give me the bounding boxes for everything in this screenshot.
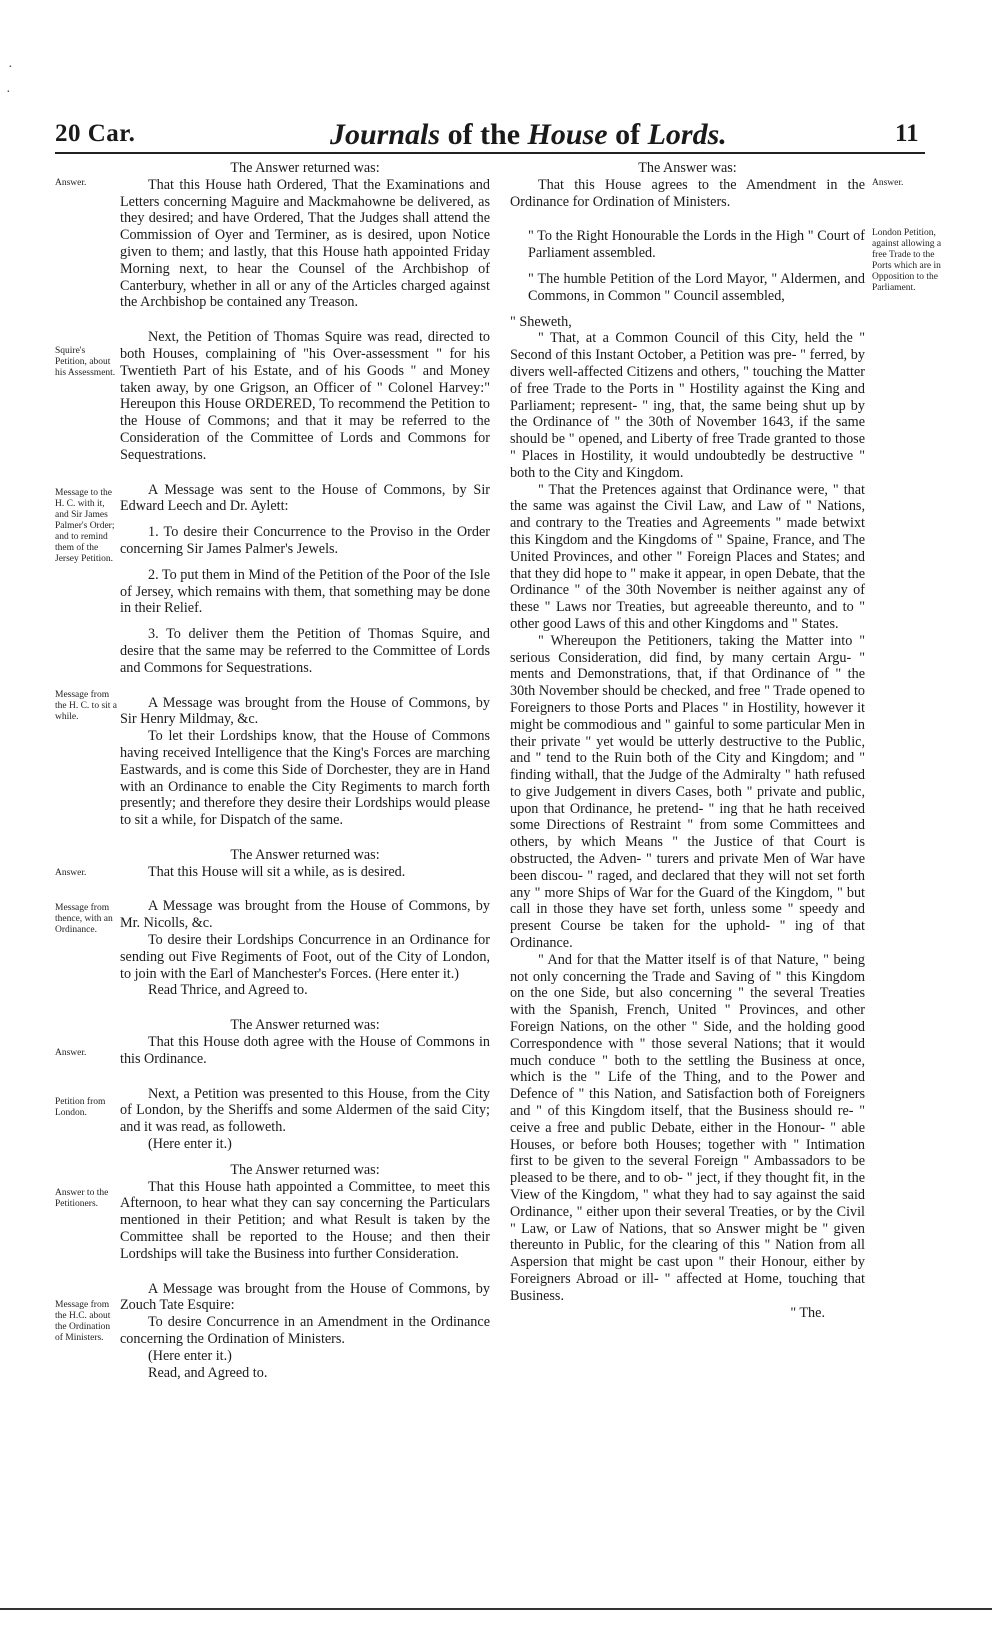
- paragraph: " And for that the Matter itself is of that Nature, " being not only concerning the Trade and Saving of " this Kingdom on the one Side, but also concerning " the several Treaties with the Spanish, French, United " Provinces, and other Foreign Nations, on the other " Side, and the holding good Correspondence with " those several Nations; that it would much conduce " both to the settling the Business at once, which is the " Life of the Thing, and to the Power and Defence of " this Nation, and Satisfaction both of Foreigners and " of this Kingdom itself, that the Business should re- " ceive a free and public Debate, either in the Honour- " able Houses, or before both Houses; together with " Intimation first to be given to the several Foreign " Ambassadors to be pleased to be there, and to ob- " ject, if they thought fit, in the View of the Kingdom, " what they had to say against the said Ordinance, " either upon their several Treaties, or by the Civil " Law, or Law of Nations, that so Answer might be " given thereunto in Public, for the clearing of this " Nation from all Aspersion that might be cast upon " their Honour, either by Foreigners Abroad or ill- " affected at Home, touching that Business.: [510, 951, 865, 1304]
- paragraph: " Whereupon the Petitioners, taking the Matter into " serious Consideration, did find, by many certain Argu- " ments and Demonstrations, that, if that Ordinance of " the 30th November should be checked, and free " Trade opened to Foreigners to those Ports and Places " in Hostility, however it might be commodious and " gainful to some particular Men in their private " yet would be utterly destructive to the Public, and " tend to the Ruin both of the City and Kingdom; and " finding withall, that the Judge of the Admiralty " hath refused to give Judgement in divers Cases, both " private and public, upon that Ordinance, he pretend- " ing that he hath received some Directions of Restraint " from some Committees and others, by which Means " the Justice of that Court is obstructed, the Adven- " turers and private Men of War have been discou- " raged, and declared that they will not set forth any " more Ships of War for the Guard of the Kingdom, " but call in those they have set forth, unless some " speedy and present Course be taken for the uphold- " ing of that Ordinance.: [510, 632, 865, 952]
- title-part: of the: [440, 118, 528, 151]
- paragraph: " The.: [790, 1304, 825, 1321]
- paragraph: That this House agrees to the Amendment in the Ordinance for Ordination of Ministers.: [510, 176, 865, 210]
- paragraph-gap: [120, 1068, 490, 1086]
- paragraph-gap: [510, 305, 865, 314]
- paragraph: To let their Lordships know, that the House of Commons having received Intelligence that the King's Forces are marching Eastwards, and is come this Side of Dorchester, they are in Hand with an Ordinance to enable the City Regiments to march forth presently; and therefore they desire their Lordships would please to sit a while, for Dispatch of the same.: [120, 728, 490, 829]
- paragraph: 3. To deliver them the Petition of Thomas Squire, and desire that the same may be referred to the Committee of Lords and Commons for Sequestrations.: [120, 626, 490, 676]
- paragraph: To desire their Lordships Concurrence in an Ordinance for sending out Five Regiments of Foot, out of the City of London, to join with the Earl of Manchester's Forces. (Here enter it.): [120, 932, 490, 982]
- paragraph: A Message was brought from the House of Commons, by Mr. Nicolls, &c.: [120, 898, 490, 932]
- margin-note: Message from the H. C. to sit a while.: [55, 690, 118, 722]
- paragraph-gap: [120, 515, 490, 524]
- right-column: [510, 160, 865, 1321]
- paragraph-gap: [120, 999, 490, 1017]
- paragraph: A Message was sent to the House of Commons, by Sir Edward Leech and Dr. Aylett:: [120, 481, 490, 515]
- paragraph: That this House hath appointed a Committee, to meet this Afternoon, to hear what they can say concerning the Particulars mentioned in their Petition; and what Result is taken by the Committee shall be reported to the House; and then their Lordships will take the Business into further Consideration.: [120, 1178, 490, 1262]
- paragraph-gap: [120, 558, 490, 567]
- running-head-regnal-year: 20 Car.: [55, 120, 136, 147]
- margin-note: Message from thence, with an Ordinance.: [55, 903, 113, 935]
- paragraph: " The humble Petition of the Lord Mayor, " Aldermen, and Commons, in Common " Council assembled,: [528, 270, 865, 304]
- paragraph: A Message was brought from the House of Commons, by Sir Henry Mildmay, &c.: [120, 694, 490, 728]
- paragraph-gap: [120, 880, 490, 898]
- paragraph: Read Thrice, and Agreed to.: [148, 982, 308, 999]
- paragraph: " Sheweth,: [510, 313, 572, 330]
- paragraph: " That, at a Common Council of this City, held the " Second of this Instant October, a Petition was pre- " ferred, by divers well-affected Citizens and others, " touching the Matter of free Trade to the Ports in " Hostility against the King and Parliament; represent- " ing, that, the same being shut up by the Ordinance of " the 30th of November 1643, if the same should be " opened, and Liberty of free Trade granted to those " Places in Hostility, it would undoubtedly be destructive " both to the City and Kingdom.: [510, 330, 865, 481]
- title-part: Lords.: [647, 118, 727, 151]
- margin-note: Squire's Petition, about his Assessment.: [55, 346, 116, 378]
- paragraph: Read, and Agreed to.: [148, 1364, 268, 1381]
- paragraph-gap: [120, 311, 490, 329]
- paragraph: The Answer returned was:: [230, 1161, 380, 1178]
- margin-note: Message to the H. C. with it, and Sir James Palmer's Order; and to remind them of the Jersey Petition.: [55, 488, 115, 564]
- margin-note: Answer.: [55, 868, 87, 878]
- paragraph: (Here enter it.): [148, 1136, 232, 1153]
- paragraph-gap: [510, 262, 865, 271]
- margin-note: London Petition, against allowing a free Trade to the Ports which are in Opposition to the Parliament.: [872, 228, 942, 293]
- paragraph: 1. To desire their Concurrence to the Proviso in the Order concerning Sir James Palmer's Jewels.: [120, 524, 490, 557]
- paragraph: The Answer returned was:: [230, 846, 380, 863]
- margin-note: Message from the H.C. about the Ordination of Ministers.: [55, 1300, 111, 1343]
- title-part: of: [607, 118, 648, 151]
- paragraph: (Here enter it.): [148, 1347, 232, 1364]
- paragraph: A Message was brought from the House of Commons, by Zouch Tate Esquire:: [120, 1280, 490, 1314]
- margin-note: Answer.: [872, 178, 904, 188]
- paragraph: Next, a Petition was presented to this House, from the City of London, by the Sheriffs and some Aldermen of the said City; and it was read, as followeth.: [120, 1085, 490, 1136]
- paragraph: To desire Concurrence in an Amendment in the Ordinance concerning the Ordination of Ministers.: [120, 1314, 490, 1348]
- title-part: House: [527, 118, 608, 151]
- paragraph: That this House will sit a while, as is desired.: [148, 863, 406, 880]
- paragraph: " To the Right Honourable the Lords in the High " Court of Parliament assembled.: [528, 228, 865, 262]
- print-speck: ·: [6, 85, 11, 100]
- page-number: 11: [895, 120, 919, 147]
- paragraph: Next, the Petition of Thomas Squire was read, directed to both Houses, complaining of "his Over-assessment " for his Twentieth Part of his Estate, and of his Goods " and Money taken away, by one Grigson, an Officer of " Colonel Harvey:" Hereupon this House ORDERED, To recommend the Petition to the House of Commons; and that it may be referred to the Consideration of the Committee of Lords and Commons for Sequestrations.: [120, 329, 490, 463]
- left-column: [120, 160, 490, 1381]
- paragraph-gap: [120, 677, 490, 695]
- paragraph: 2. To put them in Mind of the Petition of the Poor of the Isle of Jersey, which remains with them, that something may be done in their Relief.: [120, 566, 490, 617]
- paragraph-gap: [120, 464, 490, 482]
- paragraph: The Answer was:: [638, 160, 737, 176]
- bottom-rule: [0, 1608, 992, 1610]
- paragraph: That this House hath Ordered, That the Examinations and Letters concerning Maguire and Mackmahowne be delivered, as they desired; and have Ordered, That the Judges shall attend the Commission of Oyer and Terminer, as is desired, upon Notice given to them; and lastly, that this House hath appointed Friday Morning next, to hear the Counsel of the Archbishop of Canterbury, whether in all or any of the Articles charged against the Archbishop be contained any Treason.: [120, 176, 490, 311]
- print-speck: ·: [8, 60, 13, 75]
- paragraph: " That the Pretences against that Ordinance were, " that the same was against the Civil Law, and Law of " Nations, and contrary to the Treaties and Agreements " made betwixt this Kingdom and the Kingdoms of " Spaine, France, and The United Provinces, and other " Foreign Places and States; and that they did hope to " make it appear, in open Debate, that the Ordinance " of the 30th November is neither against any of these " Laws nor Treaties, but agreeable thereunto, and to " other good Laws of this and other Kingdoms and " States.: [510, 481, 865, 632]
- margin-note: Petition from London.: [55, 1097, 106, 1118]
- paragraph-gap: [120, 1263, 490, 1281]
- title-part: Journals: [330, 118, 441, 151]
- paragraph: That this House doth agree with the House of Commons in this Ordinance.: [120, 1034, 490, 1067]
- margin-note: Answer.: [55, 178, 87, 188]
- margin-note: Answer to the Petitioners.: [55, 1188, 109, 1209]
- header-rule: [55, 152, 925, 154]
- paragraph-gap: [510, 210, 865, 228]
- paragraph: The Answer returned was:: [230, 1017, 380, 1034]
- running-head-title: [330, 118, 727, 152]
- paragraph-gap: [120, 829, 490, 847]
- paragraph-gap: [120, 1153, 490, 1162]
- margin-note: Answer.: [55, 1048, 87, 1058]
- paragraph-gap: [120, 617, 490, 626]
- paragraph: The Answer returned was:: [230, 160, 380, 176]
